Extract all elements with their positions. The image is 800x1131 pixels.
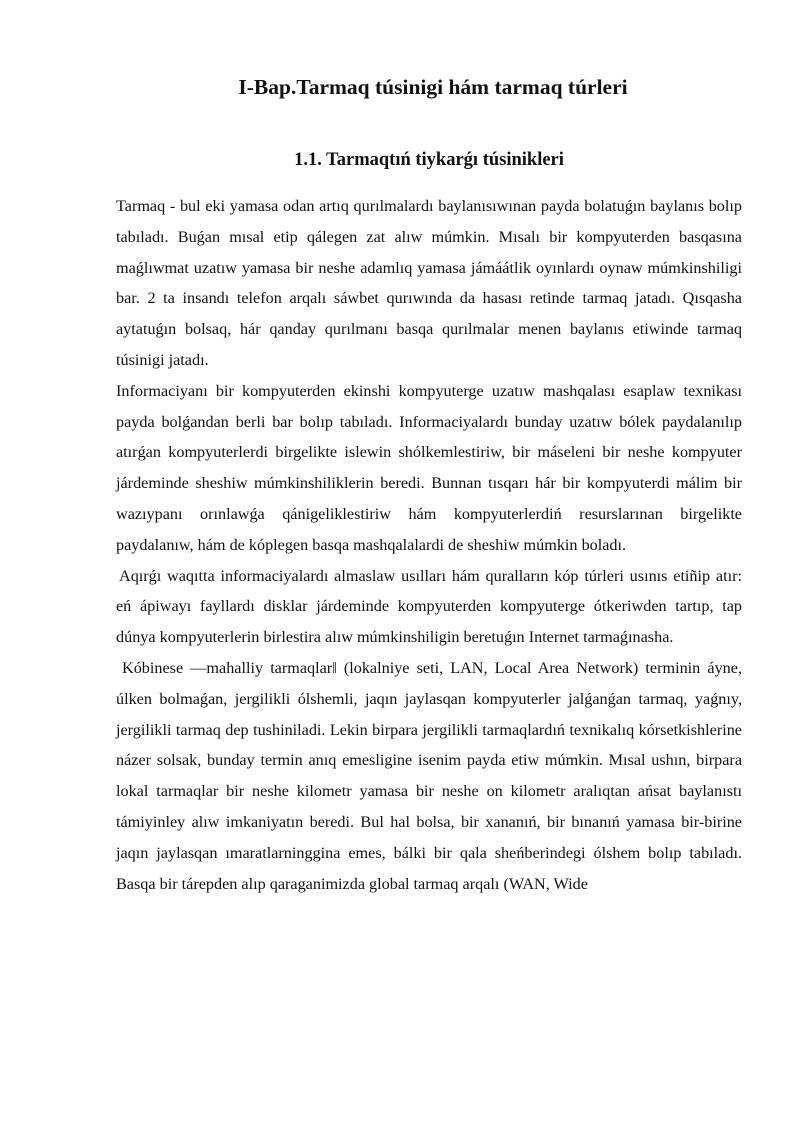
paragraph-information-transfer: Informaciyanı bir kompyuterden ekinshi kompyuterge uzatıw mashqalası esaplaw texnikası payda bolǵandan berli bar bolıp tabıladı. Informaciyalardı bunday uzatıw bólek paydalanılıp atırǵan kompyuterlerdi birgelikte islewin shólkemlestiriw, bir máseleni bir neshe kompyuter járdeminde sheshiw múmkinshiliklerin beredi. Bunnan tısqarı hár bir kompyuterdi málim bir wazıypanı orınlawǵa qánigeliklestiriw hám kompyuterlerdiń resurslarınan birgelikte paydalanıw, hám de kóplegen basqa mashqalalardi de sheshiw múmkin boladı. [116,381,742,554]
body-text [116,191,742,899]
paragraph-exchange-methods: Aqırǵı waqıtta informaciyalardı almaslaw usılları hám quralların kóp túrleri usınıs etiñip atır: eń ápiwayı fayllardı disklar járdeminde kompyuterden kompyuterge ótkeriwden tartıp, tap dúnya kompyuterlerin birlestira alıw múmkinshiligin beretuǵın Internet tarmaǵınasha. [116,566,742,647]
section-title: 1.1. Tarmaqtıń tiykarǵı túsinikleri [294,150,564,170]
chapter-title: I-Bap.Tarmaq túsinigi hám tarmaq túrleri [238,75,628,99]
paragraph-local-networks: Kóbinese ―mahalliy tarmaqlar‖ (lokalniye seti, LAN, Local Area Network) terminin áyne, úlken bolmaǵan, jergilikli ólshemli, jaqın jaylasqan kompyuterler jalǵanǵan tarmaq, yaǵnıy, jergilikli tarmaq dep tushiniladi. Lekin birpara jergilikli tarmaqlardıń texnikalıq kórsetkishlerine názer solsak, bunday termin anıq emesligine isenim payda etiw múmkin. Mısal ushın, birpara lokal tarmaqlar bir neshe kilometr yamasa bir neshe on kilometr aralıqtan ańsat baylanıstı támiyinley alıw imkaniyatın beredi. Bul hal bolsa, bir xananıń, bir bınanıń yamasa bir-birine jaqın jaylasqan ımaratlarninggina emes, bálki bir qala sheńberindegi ólshem bolıp tabıladı. Basqa bir tárepden alıp qaraganimizda global tarmaq arqalı (WAN, Wide [116,658,742,893]
paragraph-network-definition: Tarmaq - bul eki yamasa odan artıq qurılmalardı baylanısıwınan payda bolatuǵın baylanıs bolıp tabıladı. Buǵan mısal etip qálegen zat alıw múmkin. Mısalı bir kompyuterden basqasına maǵlıwmat uzatıw yamasa bir neshe adamlıq yamasa jámáátlik oyınlardı oynaw múmkinshiligi bar. 2 ta insandı telefon arqalı sáwbet qurıwında da hasası retinde tarmaq jatadı. Qısqasha aytatuǵın bolsaq, hár qanday qurılmanı basqa qurılmalar menen baylanıs etiwinde tarmaq túsinigi jatadı. [116,197,742,369]
